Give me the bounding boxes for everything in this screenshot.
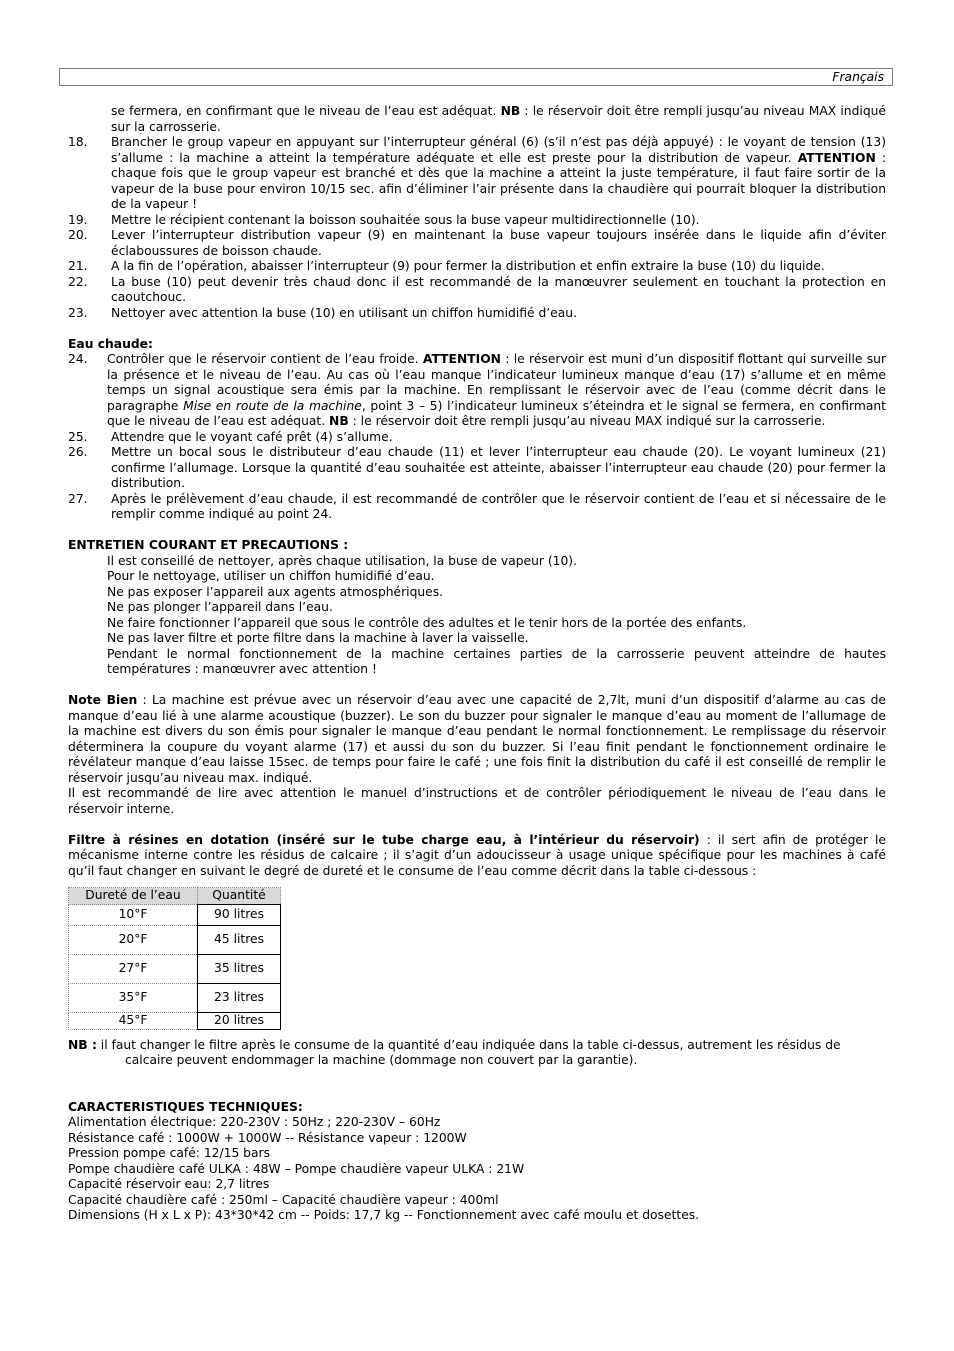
note-bien-paragraph-2: Il est recommandé de lire avec attention le manuel d’instructions et de contrôler périodiquement le niveau de l’eau dans le réservoir interne.	[68, 786, 886, 816]
step-number: 25.	[68, 429, 88, 444]
step-text: Attendre que le voyant café prêt (4) s’allume.	[111, 429, 393, 444]
list-item	[68, 275, 886, 306]
table-cell-durete: 10°F	[69, 905, 198, 926]
list-item	[68, 306, 886, 322]
entretien-line: Ne faire fonctionner l’appareil que sous le contrôle des adultes et le tenir hors de la portée des enfants.	[107, 615, 747, 630]
table-row	[69, 955, 281, 984]
filtre-text: : il sert afin de protéger le mécanisme interne contre les résidus de calcaire ; il s’agit d’un adoucisseur à usage unique spécifique pour les machines à café qu’il faut changer en suivant le degré de dureté et le consume de l’eau comme décrit dans la table ci-dessous :	[68, 832, 886, 878]
step-text: : chaque fois que le group vapeur est branché et dès que la machine a atteint la juste température, il faut faire sortir de la vapeur de la buse pour environ 10/15 sec. afin d’éliminer l’air présente dans la chaudière qui pourrait bloquer la distribution de la vapeur !	[111, 150, 886, 211]
list-item	[68, 135, 886, 213]
steps-list-vapeur	[68, 135, 886, 321]
spec-line: Pression pompe café: 12/15 bars	[68, 1146, 270, 1160]
entretien-line: Ne pas laver filtre et porte filtre dans la machine à laver la vaisselle.	[107, 631, 529, 645]
step-text: : le réservoir est muni d’un dispositif flottant qui surveille sur la présence et le niveau de l’eau. Au cas où l’eau manque l’indicateur lumineux manque d’eau (17) s’allume et en même temps un signal acoustique sera émis par la machine. En remplissant le réservoir avec de l’eau (comme décrit dans le paragraphe	[107, 352, 887, 413]
step-attention: ATTENTION	[797, 150, 876, 165]
spec-line: Capacité réservoir eau: 2,7 litres	[68, 1177, 270, 1191]
step-italic-ref: Mise en route de la machine	[183, 398, 362, 413]
step-number: 22.	[68, 274, 88, 289]
section-heading-specs: CARACTERISTIQUES TECHNIQUES:	[68, 1099, 303, 1114]
step-number: 19.	[68, 212, 88, 227]
step-text: , point 3 – 5) l’indicateur lumineux s’éteindra et le signal se fermera, en confirmant que le niveau de l’eau est adéquat.	[107, 398, 886, 428]
section-heading-eau-chaude: Eau chaude:	[68, 336, 153, 351]
table-header-durete: Dureté de l’eau	[69, 888, 198, 905]
spec-line: Pompe chaudière café ULKA : 48W – Pompe chaudière vapeur ULKA : 21W	[68, 1161, 525, 1176]
step-number: 21.	[68, 259, 88, 273]
step-text: Nettoyer avec attention la buse (10) en utilisant un chiffon humidifié d’eau.	[111, 305, 577, 320]
list-item	[68, 430, 886, 446]
list-item	[68, 492, 886, 523]
step-number: 26.	[68, 445, 88, 459]
table-cell-durete: 20°F	[69, 926, 198, 955]
hardness-table	[68, 887, 281, 1030]
table-cell-durete: 35°F	[69, 984, 198, 1013]
table-header-row	[69, 888, 281, 905]
step-nb: NB	[329, 414, 349, 428]
step-text: Après le prélèvement d’eau chaude, il est recommandé de contrôler que le réservoir contient de l’eau et si nécessaire de le remplir comme indiqué au point 24.	[111, 491, 886, 521]
table-cell-durete: 45°F	[69, 1013, 198, 1030]
nb-filter-paragraph	[68, 1038, 886, 1069]
list-item	[68, 228, 886, 259]
list-item	[68, 445, 886, 492]
intro-text-1: se fermera, en confirmant que le niveau de l’eau est adéquat.	[111, 104, 501, 118]
entretien-line: Pendant le normal fonctionnement de la machine certaines parties de la carrosserie peuvent atteindre de hautes températures : manœuvrer avec attention !	[107, 646, 886, 676]
step-number: 18.	[68, 135, 88, 149]
table-header-quantite: Quantité	[198, 888, 281, 905]
spec-line: Alimentation électrique: 220-230V : 50Hz ; 220-230V – 60Hz	[68, 1115, 441, 1129]
language-label: Français	[832, 70, 884, 84]
spec-line: Résistance café : 1000W + 1000W -- Résistance vapeur : 1200W	[68, 1130, 467, 1145]
table-cell-quantite: 35 litres	[198, 955, 281, 984]
entretien-line: Pour le nettoyage, utiliser un chiffon humidifié d’eau.	[107, 569, 435, 583]
list-item	[68, 213, 886, 229]
entretien-line: Il est conseillé de nettoyer, après chaque utilisation, la buse de vapeur (10).	[107, 553, 578, 568]
step-text: Contrôler que le réservoir contient de l’eau froide.	[107, 352, 423, 366]
step-attention: ATTENTION	[422, 352, 501, 366]
step-text: Brancher le group vapeur en appuyant sur l’interrupteur général (6) (s’il n’est pas déjà appuyé) : le voyant de tension (13) s’allume : la machine a atteint la température adéquate et elle est preste pour la distribution de vapeur.	[111, 135, 886, 165]
intro-text-2: : le réservoir doit être rempli jusqu’au niveau MAX indiqué sur la carrosserie.	[111, 104, 886, 134]
step-number: 27.	[68, 491, 88, 506]
table-cell-quantite: 90 litres	[198, 905, 281, 926]
intro-continuation	[68, 104, 886, 135]
step-text: Lever l’interrupteur distribution vapeur (9) en maintenant la buse vapeur toujours insérée dans le liquide afin d’éviter éclaboussures de boisson chaude.	[111, 228, 886, 258]
document-body	[68, 104, 886, 1224]
step-number: 20.	[68, 228, 88, 242]
entretien-line: Ne pas plonger l’appareil dans l’eau.	[107, 600, 333, 614]
list-item	[68, 259, 886, 275]
table-cell-quantite: 45 litres	[198, 926, 281, 955]
step-text: La buse (10) peut devenir très chaud donc il est recommandé de la manœuvrer seulement en touchant la protection en caoutchouc.	[111, 274, 886, 304]
note-bien-text: : La machine est prévue avec un réservoir d’eau avec une capacité de 2,7lt, muni d’un dispositif d’alarme au cas de manque d’eau lié à une alarme acoustique (buzzer). Le son du buzzer pour signaler le manque d’eau au moment de l’allumage de la machine est divers du son émis pour signaler le manque d’eau pendant le normal fonctionnement. Le remplissage du réservoir déterminera la coupure du voyant alarme (17) et aussi du son du buzzer. Si l’eau finit pendant le fonctionnement ordinaire le révélateur manque d’eau laisse 15sec. de temps pour faire le café ; une fois finit la distribution du café il est conseillé de remplir le réservoir jusqu’au niveau max. indiqué.	[68, 693, 886, 785]
section-heading-entretien: ENTRETIEN COURANT ET PRECAUTIONS :	[68, 538, 349, 552]
filtre-label: Filtre à résines en dotation (inséré sur le tube charge eau, à l’intérieur du réservoir)	[68, 832, 700, 847]
spec-line: Capacité chaudière café : 250ml – Capacité chaudière vapeur : 400ml	[68, 1192, 499, 1207]
table-row	[69, 905, 281, 926]
nb-text: il faut changer le filtre après le consume de la quantité d’eau indiquée dans la table ci-dessus, autrement les résidus de calcaire peuvent endommager la machine (dommage non couvert par la garantie).	[96, 1037, 841, 1067]
nb-label: NB :	[68, 1037, 97, 1052]
step-text: A la fin de l’opération, abaisser l’interrupteur (9) pour fermer la distribution et enfin extraire la buse (10) du liquide.	[111, 259, 825, 273]
table-cell-quantite: 20 litres	[198, 1013, 281, 1030]
spec-line: Dimensions (H x L x P): 43*30*42 cm -- Poids: 17,7 kg -- Fonctionnement avec café moulu et dosettes.	[68, 1208, 700, 1222]
step-text: Mettre le récipient contenant la boisson souhaitée sous la buse vapeur multidirectionnelle (10).	[111, 212, 700, 227]
step-text: : le réservoir doit être rempli jusqu’au niveau MAX indiqué sur la carrosserie.	[348, 414, 826, 428]
note-bien-paragraph	[68, 693, 886, 786]
list-item	[68, 352, 886, 430]
step-number: 24.	[68, 352, 88, 366]
table-row	[69, 984, 281, 1013]
page-header	[59, 68, 893, 86]
table-row	[69, 1013, 281, 1030]
table-cell-quantite: 23 litres	[198, 984, 281, 1013]
note-bien-label: Note Bien	[68, 693, 138, 707]
step-text: Mettre un bocal sous le distributeur d’eau chaude (11) et lever l’interrupteur eau chaude (20). Le voyant lumineux (21) confirme l’allumage. Lorsque la quantité d’eau souhaitée est atteinte, abaisser l’interrupteur eau chaude (20) pour fermer la distribution.	[111, 445, 886, 490]
filtre-paragraph	[68, 833, 886, 880]
step-number: 23.	[68, 305, 88, 320]
intro-nb: NB	[500, 104, 521, 118]
table-row	[69, 926, 281, 955]
entretien-line: Ne pas exposer l’appareil aux agents atmosphériques.	[107, 584, 444, 599]
table-cell-durete: 27°F	[69, 955, 198, 984]
